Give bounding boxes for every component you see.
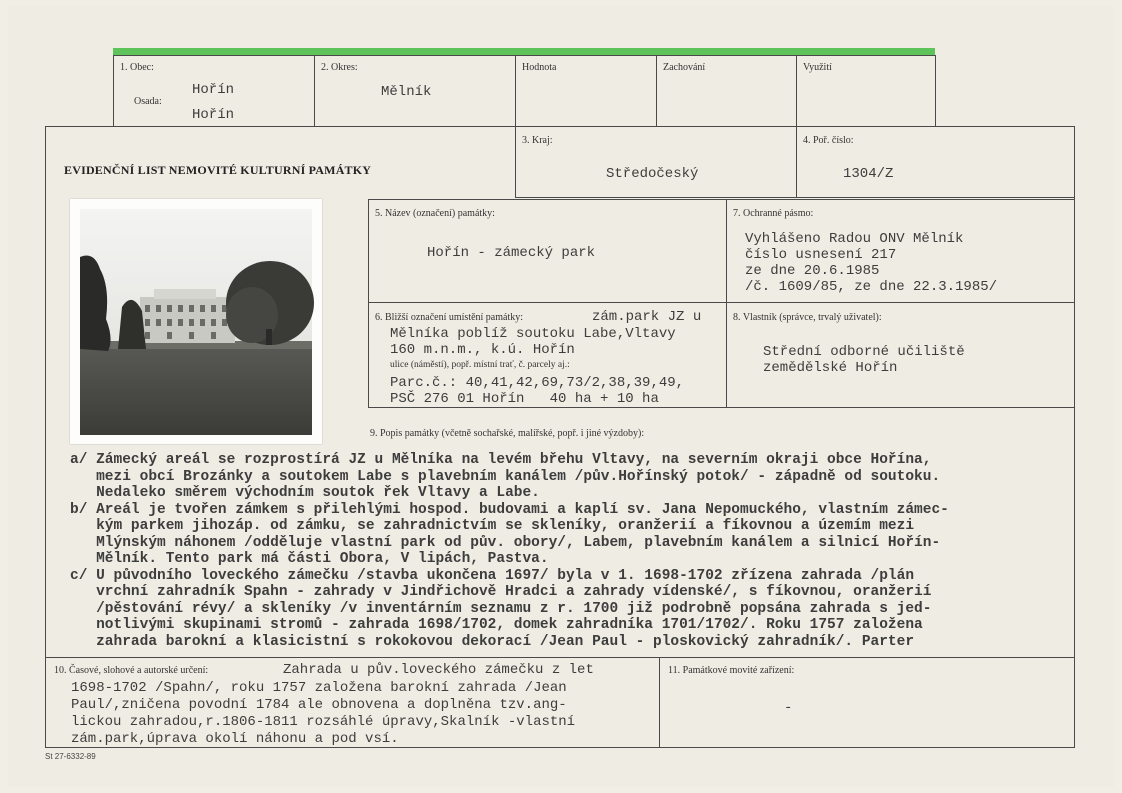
popis-line-8: c/ U původního loveckého zámečku /stavba ukončena 1697/ byla v 1. 1698-1702 zřízena zahrada /plán — [70, 567, 915, 584]
field-obec — [113, 55, 315, 127]
umisteni-sublabel: ulice (náměstí), popř. místní trať, č. parcely aj.: — [390, 360, 570, 370]
hodnota-label: Hodnota — [522, 62, 557, 73]
field-vlastnik — [726, 302, 1075, 408]
vlastnik-line-1: Střední odborné učiliště — [763, 344, 965, 360]
umisteni-label: 6. Bližší označení umístění památky: — [375, 312, 524, 323]
kraj-value: Středočeský — [606, 166, 699, 182]
popis-line-3: Nedaleko směrem východním soutok řek Vltavy a Labe. — [70, 485, 540, 501]
vyuziti-label: Využití — [803, 62, 832, 73]
zachovani-label: Zachování — [663, 62, 706, 73]
field-umisteni — [368, 302, 727, 408]
umisteni-line-4: Parc.č.: 40,41,42,69,73/2,38,39,49, — [390, 375, 685, 391]
urceni-line-4: lickou zahradou,r.1806-1811 rozsáhlé úpravy,Skalník -vlastní — [71, 714, 576, 730]
popis-line-11: notlivými skupinami stromů - zahrada 1698/1702, domek zahradníka 1701/1702/. Roku 1757 založena — [70, 617, 923, 633]
popis-line-5: kým parkem jihozáp. od zámku, se zahradnictvím se skleníky, oranžerií a fíkovnou a územím mezi — [70, 518, 915, 534]
field-kraj — [515, 126, 797, 198]
movite-value: - — [784, 700, 793, 716]
umisteni-line-5: PSČ 276 01 Hořín 40 ha + 10 ha — [390, 391, 659, 407]
obec-label: 1. Obec: — [120, 62, 154, 73]
popis-line-12: zahrada barokní a klasicistní s rokokovou dekorací /Jean Paul - ploskovický zahradník/. Parter — [70, 633, 915, 650]
urceni-label: 10. Časové, slohové a autorské určení: — [54, 665, 209, 676]
umisteni-line-2: Mělníka poblíž soutoku Labe,Vltavy — [390, 326, 676, 342]
popis-line-6: Mlýnským náhonem /odděluje vlastní park od pův. obory/, Labem, plavebním kanálem a silnicí Hořín- — [70, 534, 941, 551]
por-cislo-value: 1304/Z — [843, 166, 894, 182]
urceni-line-2: 1698-1702 /Spahn/, roku 1757 založena barokní zahrada /Jean — [71, 680, 567, 696]
umisteni-line-3: 160 m.n.m., k.ú. Hořín — [390, 342, 575, 358]
ochranne-pasmo-line-3: ze dne 20.6.1985 — [745, 263, 880, 279]
ochranne-pasmo-line-4: /č. 1609/85, ze dne 22.3.1985/ — [745, 279, 998, 295]
form-code: St 27-6332-89 — [45, 752, 96, 761]
ochranne-pasmo-line-1: Vyhlášeno Radou ONV Mělník — [745, 231, 964, 247]
form-title: EVIDENČNÍ LIST NEMOVITÉ KULTURNÍ PAMÁTKY — [64, 163, 372, 177]
umisteni-line-1: zám.park JZ u — [592, 309, 702, 325]
field-por-cislo — [796, 126, 1075, 198]
popis-line-1: a/ Zámecký areál se rozprostírá JZ u Mělníka na levém břehu Vltavy, na severním okraji obce Hořína, — [70, 452, 932, 468]
obec-value: Hořín — [192, 82, 235, 98]
urceni-line-3: Paul/,zničena povodní 1784 ale obnovena a doplněna tzv.ang- — [71, 697, 567, 713]
chateau-park-photo — [70, 199, 322, 444]
vlastnik-label: 8. Vlastník (správce, trvalý uživatel): — [733, 312, 882, 323]
okres-label: 2. Okres: — [321, 62, 358, 73]
field-vyuziti — [796, 55, 936, 127]
popis-line-4: b/ Areál je tvořen zámkem s přilehlými hospod. budovami a kaplí sv. Jana Nepomuckého, vlastním zámec- — [70, 501, 949, 518]
urceni-line-5: zám.park,úprava okolí náhonu a pod vsí. — [71, 731, 399, 747]
popis-line-10: /pěstování révy/ a skleníky /v inventárním seznamu z r. 1700 již podrobně popsána zahrada s jed- — [70, 600, 932, 617]
popis-label: 9. Popis památky (včetně sochařské, malířské, popř. i jiné výzdoby): — [370, 428, 645, 439]
nazev-value: Hořín - zámecký park — [427, 245, 596, 261]
popis-text — [70, 452, 1070, 650]
monument-photo — [70, 199, 322, 444]
field-hodnota — [515, 55, 657, 127]
okres-value: Mělník — [381, 84, 432, 100]
movite-label: 11. Památkové movité zařízení: — [668, 665, 795, 676]
ochranne-pasmo-label: 7. Ochranné pásmo: — [733, 208, 814, 219]
field-zachovani — [656, 55, 797, 127]
popis-line-2: mezi obcí Brozánky a soutokem Labe s plavebním kanálem /pův.Hořínský potok/ - západně od soutoku. — [70, 468, 941, 485]
field-nazev — [368, 199, 727, 303]
osada-value: Hořín — [192, 107, 235, 123]
nazev-label: 5. Název (označení) památky: — [375, 208, 495, 219]
kraj-label: 3. Kraj: — [522, 135, 553, 146]
field-okres — [314, 55, 516, 127]
ochranne-pasmo-line-2: číslo usnesení 217 — [745, 247, 897, 263]
popis-line-7: Mělník. Tento park má části Obora, V lipách, Pastva. — [70, 551, 549, 567]
por-cislo-label: 4. Poř. číslo: — [803, 135, 854, 146]
field-movite — [659, 657, 1075, 748]
field-urceni — [45, 657, 660, 748]
green-edge-strip — [113, 48, 935, 55]
osada-label: Osada: — [134, 96, 162, 107]
vlastnik-line-2: zemědělské Hořín — [763, 360, 898, 376]
popis-line-9: vrchní zahradník Spahn - zahrady v Jindřichově Hradci a zahrady vídenské/, s fíkovnou, oranžerií — [70, 584, 932, 600]
field-ochranne-pasmo — [726, 199, 1075, 303]
urceni-line-1: Zahrada u pův.loveckého zámečku z let — [283, 662, 594, 678]
